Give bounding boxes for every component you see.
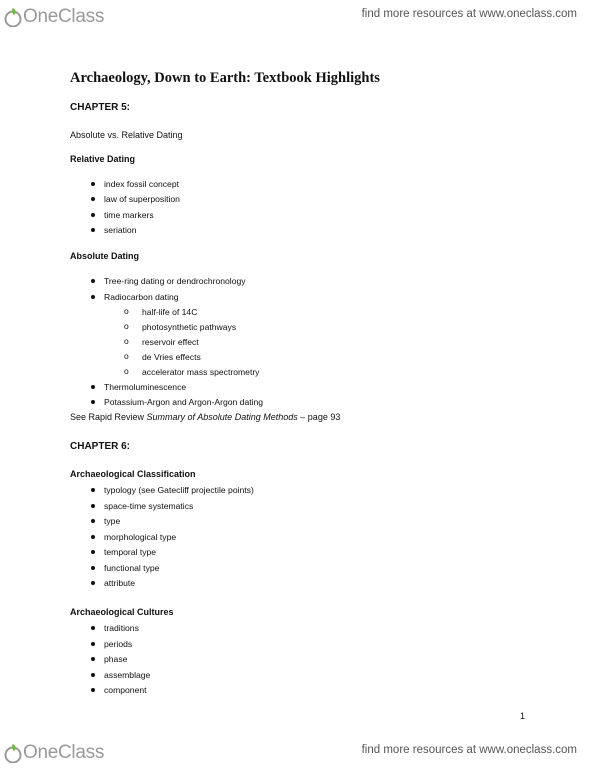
bullet-marker xyxy=(91,197,95,201)
bullet-marker xyxy=(91,673,95,677)
chapter-5-subtitle: Absolute vs. Relative Dating xyxy=(70,130,183,140)
list-item: type xyxy=(104,516,121,526)
sub-list-item: photosynthetic pathways xyxy=(142,322,237,332)
bullet-marker xyxy=(91,642,95,646)
list-item: morphological type xyxy=(104,532,177,542)
chapter-6-heading: CHAPTER 6: xyxy=(70,441,131,452)
sub-bullet-marker: o xyxy=(124,366,129,376)
header-bar xyxy=(0,0,595,36)
oneclass-logo[interactable] xyxy=(4,740,104,766)
bullet-marker xyxy=(91,566,95,570)
rapid-review-prefix: See Rapid Review xyxy=(70,412,147,422)
classification-heading: Archaeological Classification xyxy=(70,469,196,479)
bullet-marker xyxy=(91,688,95,692)
list-item: periods xyxy=(104,639,133,649)
list-item: Tree-ring dating or dendrochronology xyxy=(104,276,246,286)
bullet-marker xyxy=(91,182,95,186)
bullet-marker xyxy=(91,519,95,523)
bullet-marker xyxy=(91,504,95,508)
sub-bullet-marker: o xyxy=(124,321,129,331)
sub-bullet-marker: o xyxy=(124,336,129,346)
oneclass-logo-icon xyxy=(4,7,22,27)
list-item: temporal type xyxy=(104,547,157,557)
oneclass-logo-text: OneClass xyxy=(23,6,105,27)
list-item: attribute xyxy=(104,578,136,588)
bullet-marker xyxy=(91,657,95,661)
list-item: typology (see Gatecliff projectile points) xyxy=(104,485,254,495)
bullet-marker xyxy=(91,400,95,404)
relative-dating-heading: Relative Dating xyxy=(70,154,136,164)
rapid-review-title: Summary of Absolute Dating Methods xyxy=(146,412,298,422)
sub-list-item: de Vries effects xyxy=(142,352,201,362)
resources-link[interactable]: find more resources at www.oneclass.com xyxy=(361,744,577,756)
list-item: law of superposition xyxy=(104,194,180,204)
list-item: Potassium-Argon and Argon-Argon dating xyxy=(104,397,264,407)
list-item: functional type xyxy=(104,563,160,573)
bullet-marker xyxy=(91,550,95,554)
footer-bar xyxy=(0,736,595,772)
bullet-marker xyxy=(91,279,95,283)
bullet-marker xyxy=(91,295,95,299)
list-item: traditions xyxy=(104,623,139,633)
rapid-review-suffix: – page 93 xyxy=(297,412,341,422)
list-item: space-time systematics xyxy=(104,501,194,511)
list-item: phase xyxy=(104,654,128,664)
list-item: index fossil concept xyxy=(104,179,179,189)
bullet-marker xyxy=(91,535,95,539)
list-item: assemblage xyxy=(104,670,151,680)
oneclass-logo[interactable] xyxy=(4,4,104,30)
sub-bullet-marker: o xyxy=(124,306,129,316)
list-item: time markers xyxy=(104,210,154,220)
bullet-marker xyxy=(91,228,95,232)
absolute-dating-heading: Absolute Dating xyxy=(70,251,139,261)
sub-bullet-marker: o xyxy=(124,351,129,361)
page-number: 1 xyxy=(519,711,525,721)
resources-link[interactable]: find more resources at www.oneclass.com xyxy=(361,8,577,20)
bullet-marker xyxy=(91,626,95,630)
rapid-review-note xyxy=(70,411,340,423)
cultures-heading: Archaeological Cultures xyxy=(70,607,174,617)
list-item: Radiocarbon dating xyxy=(104,292,179,302)
bullet-marker xyxy=(91,213,95,217)
chapter-5-heading: CHAPTER 5: xyxy=(70,102,131,113)
list-item: component xyxy=(104,685,147,695)
list-item: seriation xyxy=(104,225,137,235)
sub-list-item: half-life of 14C xyxy=(142,307,198,317)
sub-list-item: reservoir effect xyxy=(142,337,199,347)
bullet-marker xyxy=(91,385,95,389)
oneclass-logo-text: OneClass xyxy=(23,742,105,763)
document-title: Archaeology, Down to Earth: Textbook Highlights xyxy=(70,70,380,86)
sub-list-item: accelerator mass spectrometry xyxy=(142,367,260,377)
list-item: Thermoluminescence xyxy=(104,382,187,392)
oneclass-logo-icon xyxy=(4,743,22,763)
bullet-marker xyxy=(91,488,95,492)
bullet-marker xyxy=(91,581,95,585)
